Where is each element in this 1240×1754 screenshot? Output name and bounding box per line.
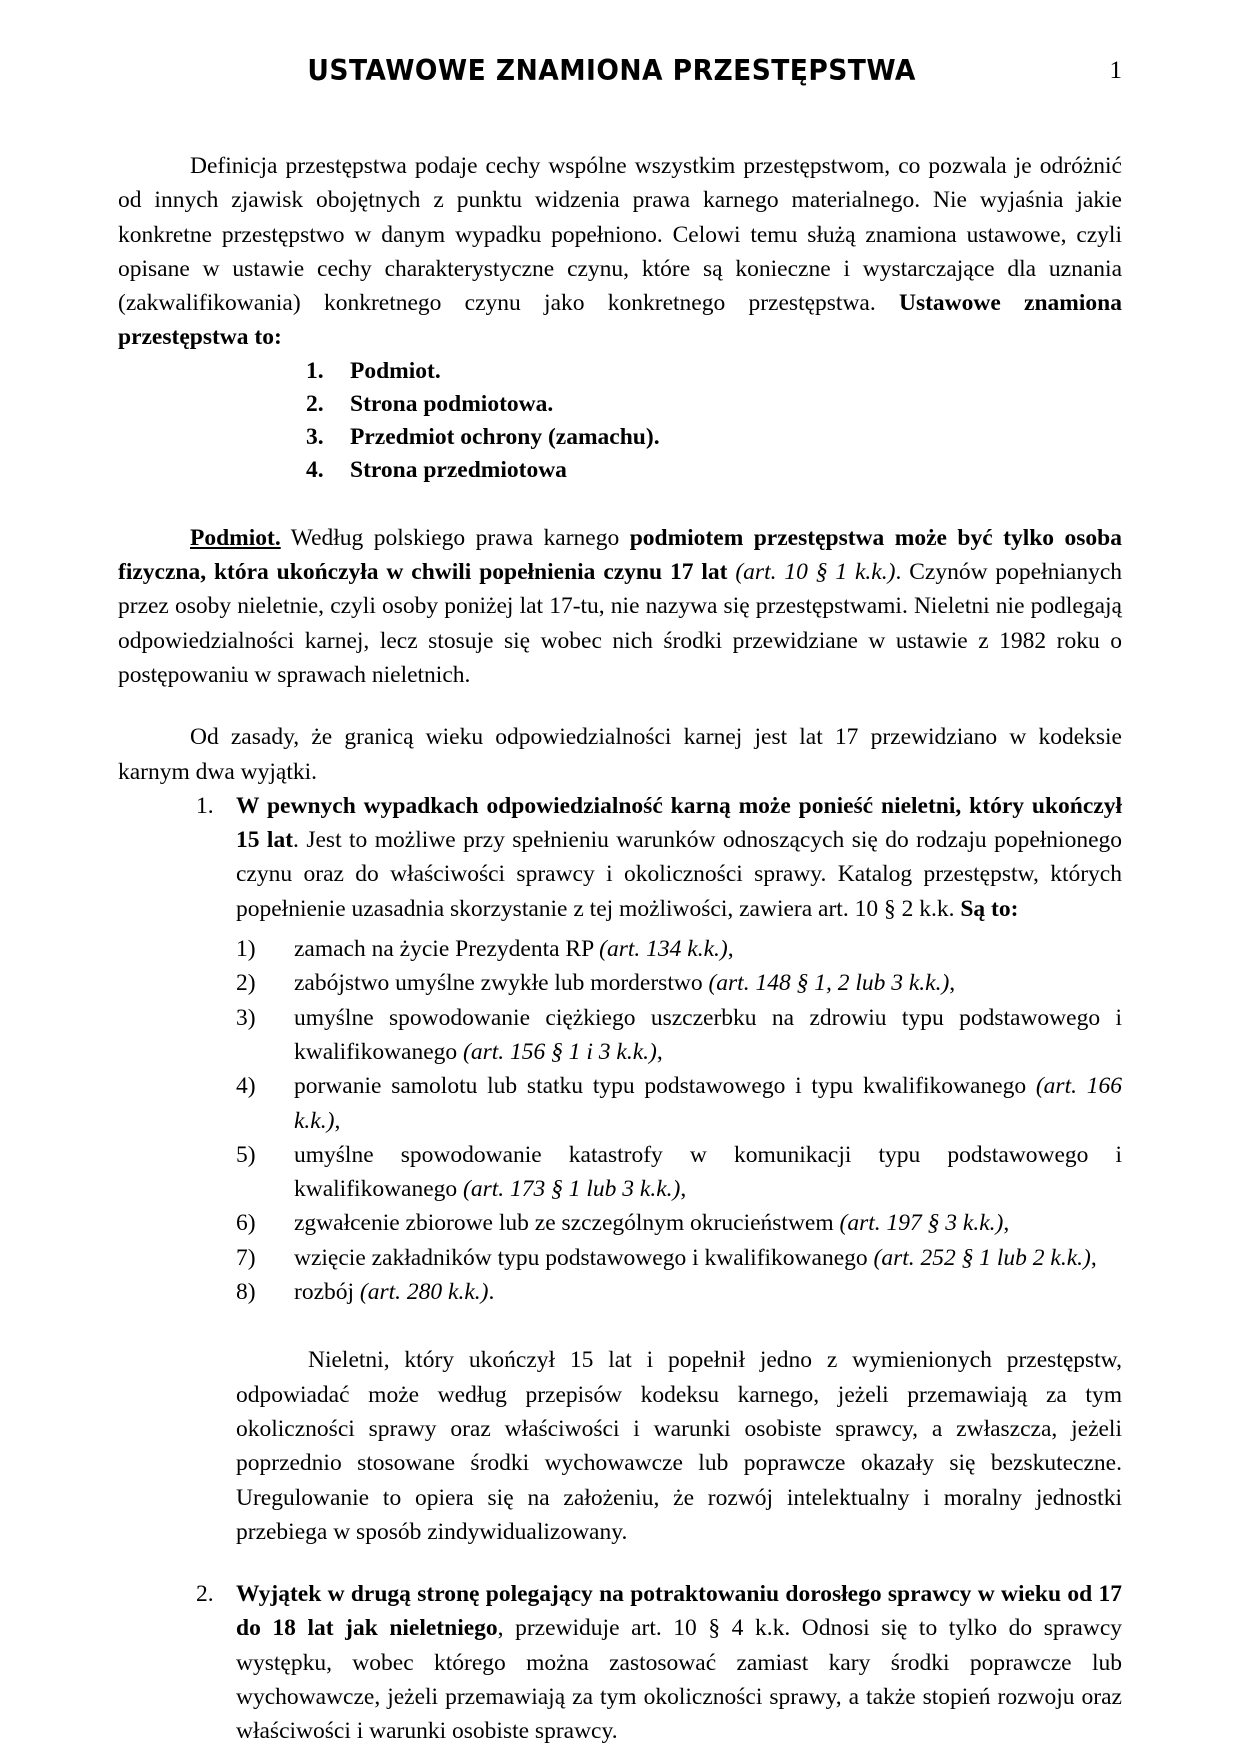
- list-item: [236, 1206, 1122, 1240]
- intro-bold-lead: Ustawowe znamiona przestępstwa to:: [118, 290, 1122, 351]
- znamiona-list: [118, 355, 1122, 487]
- intro-text: Definicja przestępstwa podaje cechy wspólne wszystkim przestępstwom, co pozwala je odróżnić od innych zjawisk obojętnych z punktu widzenia prawa karnego materialnego. Nie wyjaśnia jakie konkretne przestępstwo w danym wypadku popełniono. Celowi temu służą znamiona ustawowe, czyli opisane w ustawie cechy charakterystyczne czynu, które są konieczne i wystarczające dla uznania (zakwalifikowania) konkretnego czynu jako konkretnego przestępstwa.: [118, 153, 1122, 317]
- list-item-text: porwanie samolotu lub statku typu podstawowego i typu kwalifikowanego: [294, 1073, 1036, 1100]
- list-item: [236, 1069, 1122, 1138]
- podmiot-text-1: Według polskiego prawa karnego: [280, 524, 630, 551]
- list-item-label: Strona przedmiotowa: [350, 456, 567, 483]
- list-item-number: 8): [236, 1279, 256, 1306]
- list-item-number: 7): [236, 1244, 256, 1271]
- list-item-number: 2): [236, 970, 256, 997]
- list-item: [306, 388, 1122, 421]
- podmiot-heading: Podmiot.: [190, 524, 281, 551]
- nieletni-text: Nieletni, który ukończył 15 lat i popełnił jedno z wymienionych przestępstw, odpowiadać może według przepisów kodeksu karnego, jeżeli przemawiają za tym okoliczności sprawy oraz właściwości i warunki osobiste sprawcy, a zwłaszcza, jeżeli poprzednio stosowane środki wychowawcze lub poprawcze okazały się bezskuteczne. Uregulowanie to opiera się na założeniu, że rozwój intelektualny i moralny jednostki przebiega w sposób zindywidualizowany.: [236, 1347, 1122, 1545]
- list-item: [236, 932, 1122, 966]
- list-item-text: zabójstwo umyślne zwykłe lub morderstwo: [294, 970, 709, 997]
- od-zasady-text: Od zasady, że granicą wieku odpowiedzialności karnej jest lat 17 przewidziano w kodeksie karnym dwa wyjątki.: [118, 724, 1122, 785]
- list-item-number: 3): [236, 1004, 256, 1031]
- list-item: [236, 1241, 1122, 1275]
- od-zasady-paragraph: [118, 720, 1122, 789]
- podmiot-bold-clause: podmiotem przestępstwa może być tylko osoba fizyczna, która ukończyła w chwili popełnienia czynu 17 lat: [118, 524, 1122, 586]
- list-item-tail: ,: [1003, 1210, 1010, 1237]
- wyjatek-bold-lead: Wyjątek w drugą stronę polegający na potraktowaniu dorosłego sprawcy w wieku od 17 do 18 lat jak nieletniego: [236, 1581, 1122, 1642]
- list-item-number: 4): [236, 1073, 256, 1100]
- list-item-citation: (art. 197 § 3 k.k.): [839, 1210, 1004, 1237]
- wyjatek-body: , przewiduje art. 10 § 4 k.k. Odnosi się to tylko do sprawcy występku, wobec którego można zastosować zamiast kary środki poprawcze lub wychowawcze, jeżeli przemawiają za tym okoliczności sprawy, a także stopień rozwoju oraz właściwości i warunki osobiste sprawcy.: [236, 1615, 1122, 1745]
- list-item-text: umyślne spowodowanie ciężkiego uszczerbku na zdrowiu typu podstawowego i kwalifikowanego: [294, 1004, 1122, 1065]
- list-item-citation: (art. 156 § 1 i 3 k.k.): [463, 1038, 657, 1065]
- wyjatek-bold-tail: Są to:: [960, 895, 1019, 922]
- list-item-number: 1): [236, 936, 256, 963]
- list-item: [306, 355, 1122, 388]
- list-item-tail: ,: [334, 1107, 341, 1134]
- list-item-tail: ,: [949, 970, 956, 997]
- list-item: [236, 1138, 1122, 1207]
- podmiot-text-2: . Czynów popełnianych przez osoby nieletnie, czyli osoby poniżej lat 17-tu, nie nazywa się przestępstwami. Nieletni nie podlegają odpowiedzialności karnej, lecz stosuje się wobec nich środki przewidziane w ustawie z 1982 roku o postępowaniu w sprawach nieletnich.: [118, 559, 1123, 688]
- list-item-text: zamach na życie Prezydenta RP: [294, 936, 600, 963]
- list-item-citation: (art. 166 k.k.): [294, 1073, 1122, 1134]
- list-item-tail: ,: [727, 936, 734, 963]
- list-item-tail: .: [488, 1279, 495, 1306]
- podmiot-paragraph: [118, 521, 1122, 692]
- list-item-number: 5): [236, 1141, 256, 1168]
- list-item-citation: (art. 173 § 1 lub 3 k.k.): [463, 1176, 681, 1203]
- list-item-citation: (art. 148 § 1, 2 lub 3 k.k.): [708, 970, 950, 997]
- list-item-citation: (art. 280 k.k.): [359, 1279, 489, 1306]
- wyjatek-item-2: [118, 1577, 1122, 1748]
- list-item-tail: ,: [656, 1038, 663, 1065]
- list-item: [236, 966, 1122, 1000]
- list-item: [236, 1001, 1122, 1070]
- list-item: [306, 421, 1122, 454]
- katalog-przestepstw-list: [236, 932, 1122, 1309]
- list-item-label: Podmiot.: [350, 357, 441, 384]
- list-item: [236, 1275, 1122, 1309]
- page-header: [118, 55, 1122, 109]
- list-item-tail: ,: [680, 1176, 687, 1203]
- wyjatki-list: [118, 789, 1122, 1749]
- wyjatek-number: 2.: [196, 1581, 214, 1608]
- page-number: 1: [1109, 57, 1122, 84]
- list-item-text: zgwałcenie zbiorowe lub ze szczególnym okrucieństwem: [294, 1210, 840, 1237]
- list-item-text: umyślne spowodowanie katastrofy w komunikacji typu podstawowego i kwalifikowanego: [294, 1141, 1122, 1203]
- list-item-label: Strona podmiotowa.: [350, 390, 554, 417]
- list-item-number: 6): [236, 1210, 256, 1237]
- page-title: USTAWOWE ZNAMIONA PRZESTĘPSTWA: [307, 54, 916, 87]
- wyjatek-number: 1.: [196, 792, 214, 819]
- intro-paragraph: [118, 149, 1122, 355]
- podmiot-citation: (art. 10 § 1 k.k.): [735, 559, 896, 586]
- list-item-text: rozbój: [294, 1279, 360, 1306]
- wyjatek-body: . Jest to możliwe przy spełnieniu warunków odnoszących się do rodzaju popełnionego czynu oraz do właściwości sprawcy i okoliczności sprawy. Katalog przestępstw, których popełnienie uzasadnia skorzystanie z tej możliwości, zawiera art. 10 § 2 k.k.: [236, 827, 1122, 922]
- list-item-number: 2.: [306, 390, 324, 417]
- list-item-tail: ,: [1090, 1244, 1097, 1271]
- list-item: [306, 454, 1122, 487]
- list-item-label: Przedmiot ochrony (zamachu).: [350, 423, 660, 450]
- wyjatek-bold-lead: W pewnych wypadkach odpowiedzialność karną może ponieść nieletni, który ukończył 15 lat: [236, 792, 1122, 854]
- list-item-number: 3.: [306, 423, 324, 450]
- list-item-text: wzięcie zakładników typu podstawowego i kwalifikowanego: [294, 1244, 874, 1271]
- list-item-number: 4.: [306, 456, 324, 483]
- list-item-number: 1.: [306, 357, 324, 384]
- list-item-citation: (art. 252 § 1 lub 2 k.k.): [873, 1244, 1091, 1271]
- nieletni-paragraph: [236, 1343, 1122, 1549]
- wyjatek-item-1: [118, 789, 1122, 1549]
- list-item-citation: (art. 134 k.k.): [599, 936, 728, 963]
